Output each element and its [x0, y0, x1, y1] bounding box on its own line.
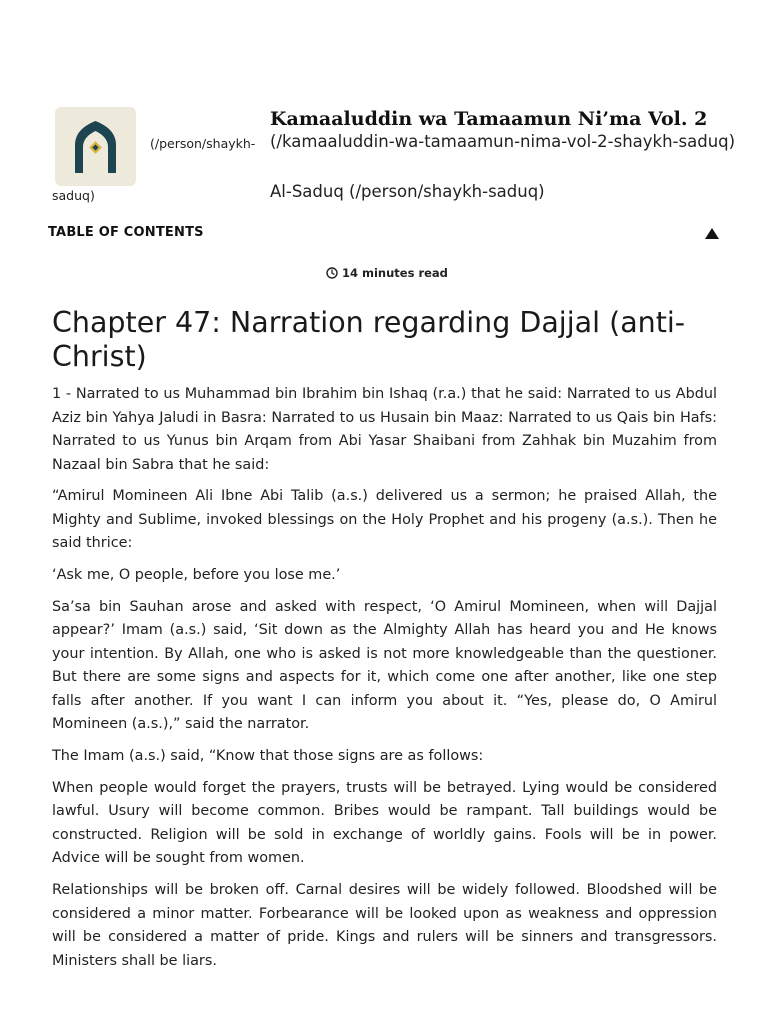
author-link-continued[interactable]: saduq) — [52, 188, 95, 203]
paragraph: Sa’sa bin Sauhan arose and asked with respect, ‘O Amirul Momineen, when will Dajjal appear?’ Imam (a.s.) said, ‘Sit down as the Almighty Allah has heard you and He knows your intention. By Allah, one who is asked is not more knowledgeable than the questioner. But there are some signs and aspects for it, which come one after another, like one step falls after another. If you want I can inform you about it. “Yes, please do, O Amirul Momineen (a.s.),” said the narrator. — [52, 598, 717, 733]
arch-logo-icon — [55, 107, 136, 186]
paragraph: The Imam (a.s.) said, “Know that those signs are as follows: — [52, 748, 484, 765]
paragraph: ‘Ask me, O people, before you lose me.’ — [52, 567, 341, 584]
read-time — [326, 266, 448, 280]
paragraph: When people would forget the prayers, trusts will be betrayed. Lying would be considered lawful. Usury will become common. Bribes would be rampant. Tall buildings would be constructed. Religion will be sold in exchange of worldly gains. Fools will be in power. Advice will be sought from women. — [52, 779, 717, 867]
book-cover-logo[interactable] — [55, 107, 136, 186]
triangle-up-icon[interactable] — [705, 228, 719, 239]
author-link[interactable]: (/person/shaykh- — [150, 136, 256, 151]
paragraph: “Amirul Momineen Ali Ibne Abi Talib (a.s.) delivered us a sermon; he praised Allah, the Mighty and Sublime, invoked blessings on the Holy Prophet and his progeny (a.s.). Then he said thrice: — [52, 488, 717, 552]
book-title-link[interactable]: Kamaaluddin wa Tamaamun Ni’ma Vol. 2 — [270, 108, 708, 130]
paragraph: 1 - Narrated to us Muhammad bin Ibrahim bin Ishaq (r.a.) that he said: Narrated to us Abdul Aziz bin Yahya Jaludi in Basra: Narrated to us Husain bin Maaz: Narrated to us Qais bin Hafs: Narrated to us Yunus bin Arqam from Abi Yasar Shaibani from Zahhak bin Muzahim from Nazaal bin Sabra that he said: — [52, 386, 717, 473]
clock-icon — [326, 267, 338, 279]
book-author-link[interactable]: Al-Saduq (/person/shaykh-saduq) — [270, 182, 545, 201]
book-url-link[interactable]: (/kamaaluddin-wa-tamaamun-nima-vol-2-shaykh-saduq) — [270, 132, 736, 151]
read-time-label: 14 minutes read — [342, 266, 448, 280]
table-of-contents-toggle[interactable]: TABLE OF CONTENTS — [48, 225, 204, 240]
chapter-body — [52, 383, 717, 982]
paragraph: Relationships will be broken off. Carnal desires will be widely followed. Bloodshed will be considered a minor matter. Forbearance will be looked upon as weakness and oppression will be considered a matter of pride. Kings and rulers will be sinners and transgressors. Ministers shall be liars. — [52, 882, 717, 969]
chapter-title: Chapter 47: Narration regarding Dajjal (anti-Christ) — [52, 306, 686, 373]
